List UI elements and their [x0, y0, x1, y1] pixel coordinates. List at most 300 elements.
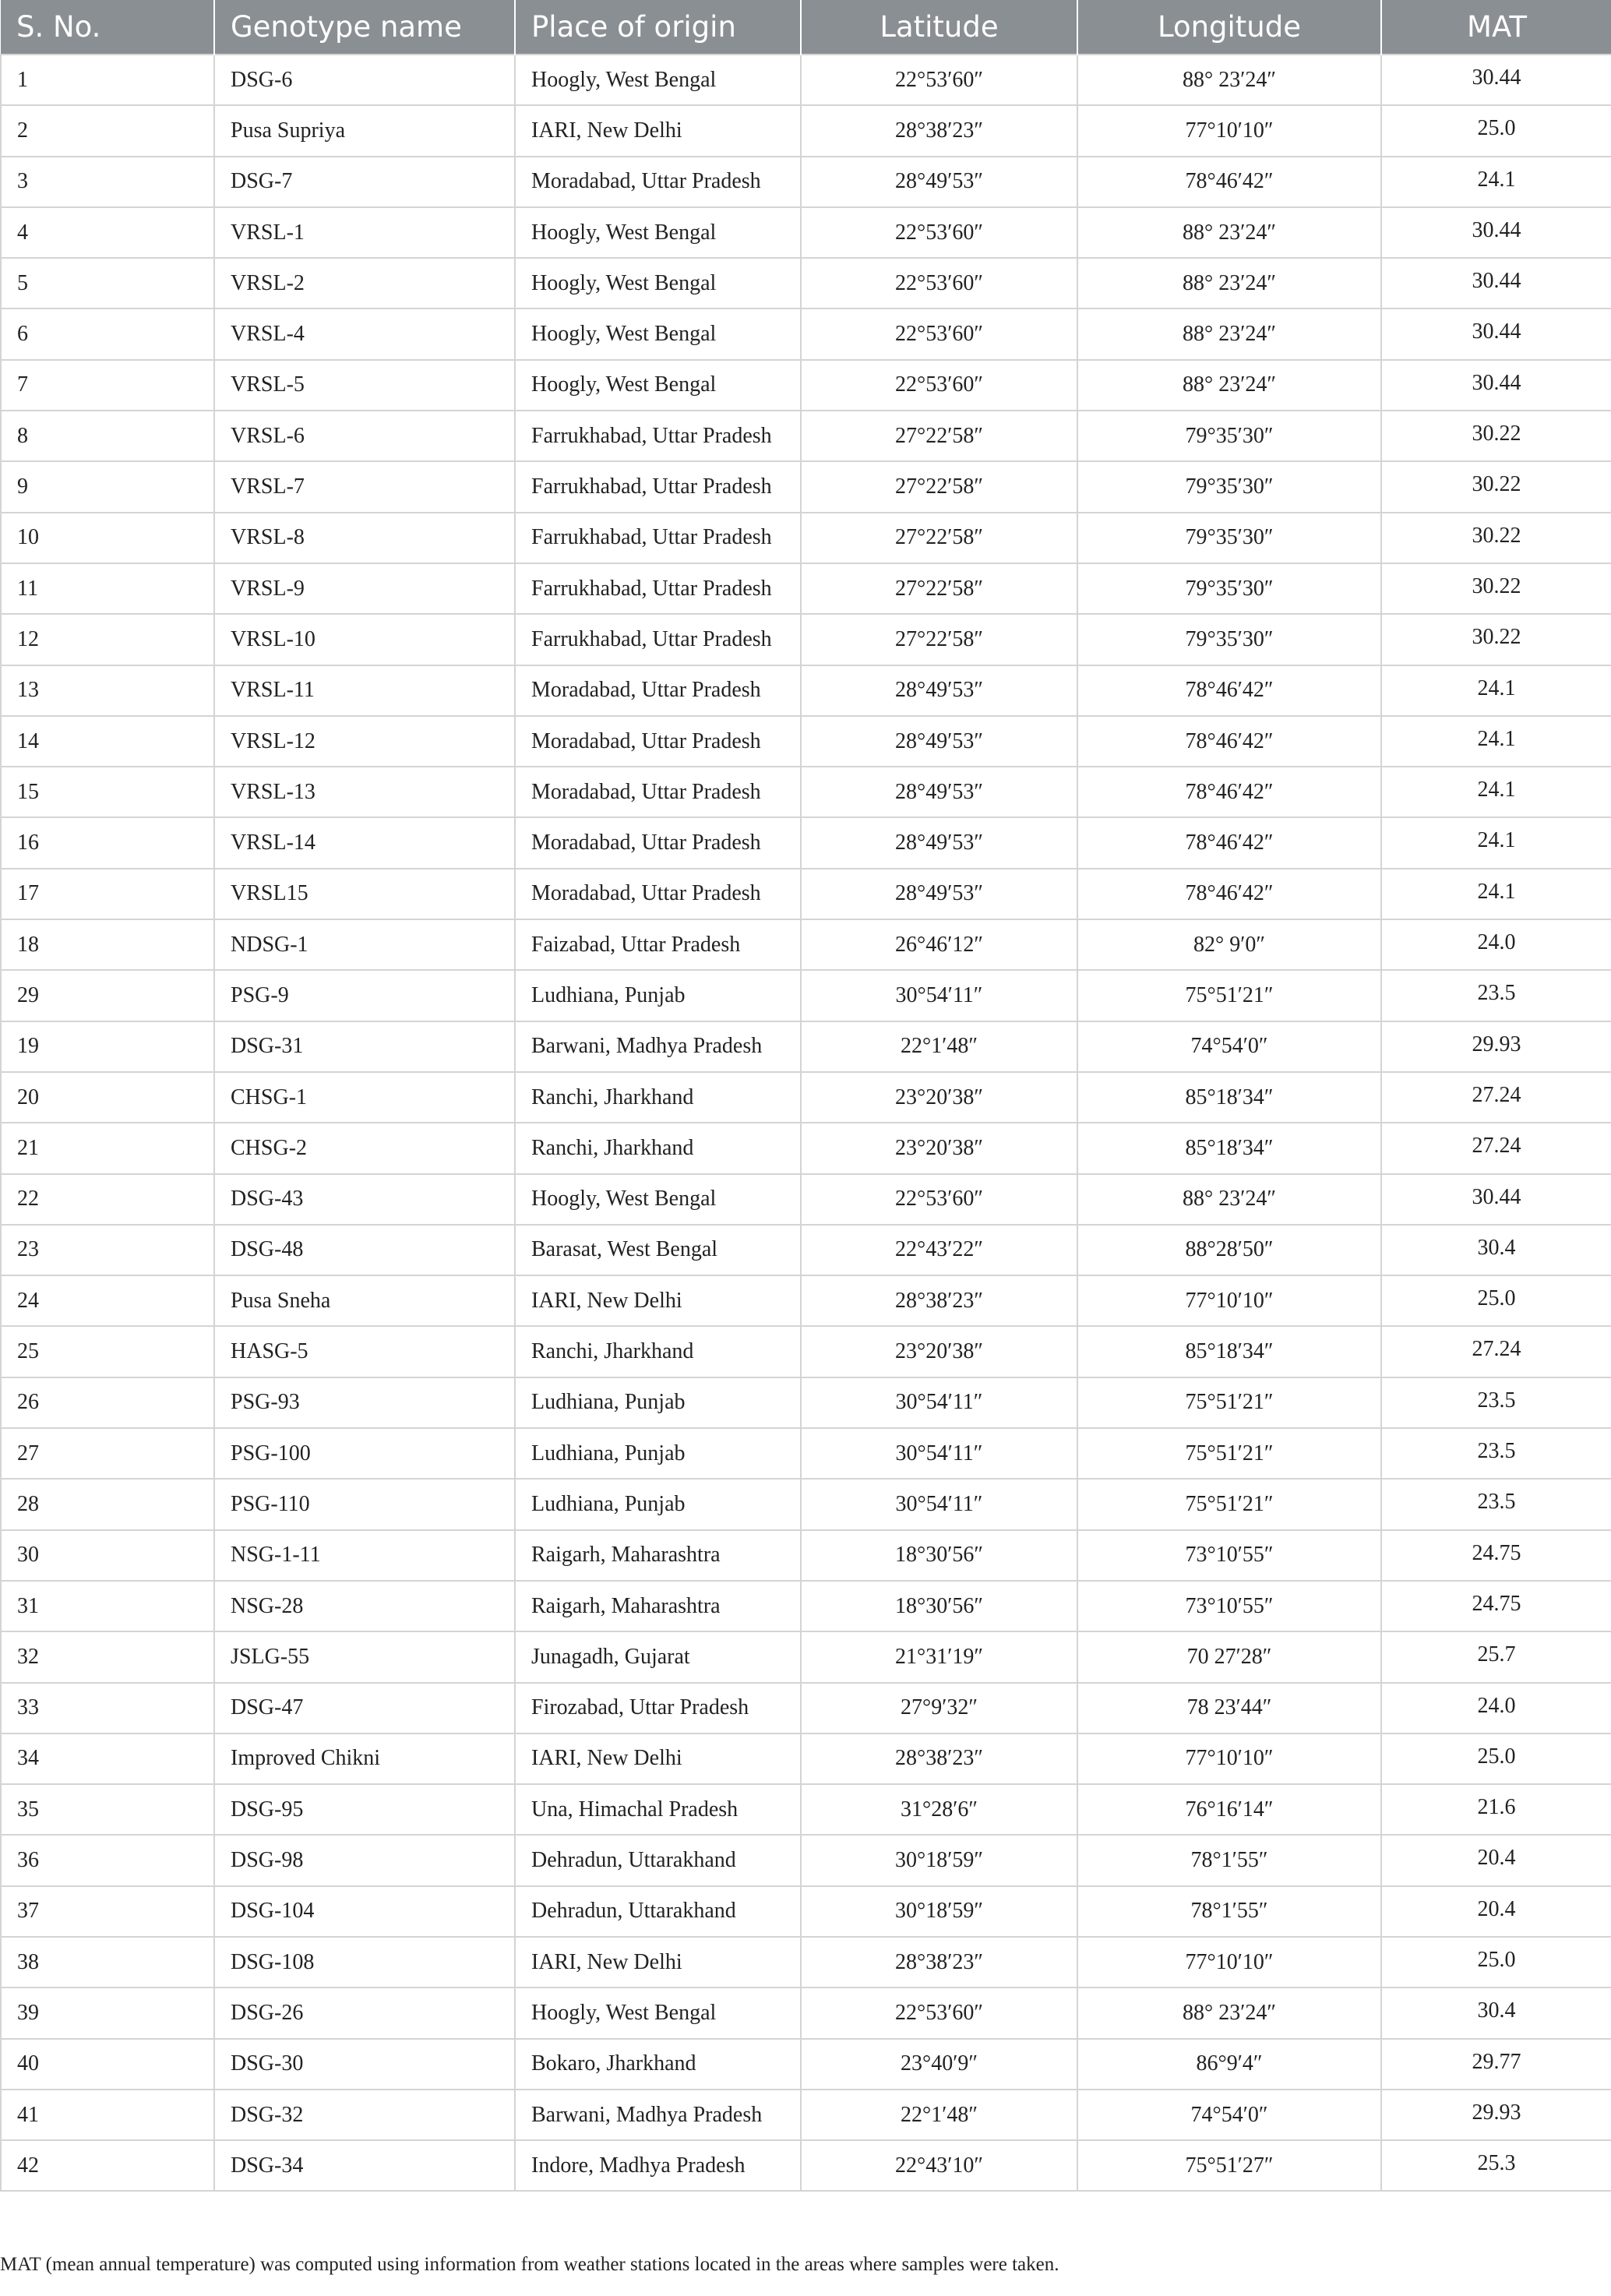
cell-sno: 6: [1, 309, 214, 359]
cell-sno: 39: [1, 1987, 214, 2038]
cell-genotype-name: Pusa Sneha: [214, 1275, 515, 1326]
cell-sno: 15: [1, 767, 214, 817]
cell-latitude: 22°1′48″: [801, 1021, 1077, 1072]
cell-genotype-name: DSG-6: [214, 55, 515, 105]
cell-latitude: 22°53′60″: [801, 207, 1077, 258]
cell-genotype-name: VRSL-4: [214, 309, 515, 359]
cell-sno: 17: [1, 869, 214, 919]
cell-longitude: 88° 23′24″: [1077, 1174, 1381, 1225]
cell-latitude: 28°49′53″: [801, 817, 1077, 868]
cell-sno: 31: [1, 1581, 214, 1631]
cell-place-of-origin: Una, Himachal Pradesh: [515, 1784, 801, 1835]
cell-place-of-origin: Ludhiana, Punjab: [515, 1479, 801, 1529]
cell-place-of-origin: Faizabad, Uttar Pradesh: [515, 919, 801, 970]
table-row: [1, 1530, 1611, 1581]
cell-longitude: 75°51′21″: [1077, 1428, 1381, 1479]
cell-longitude: 78 23′44″: [1077, 1683, 1381, 1733]
cell-longitude: 78°46′42″: [1077, 767, 1381, 817]
cell-mat: 30.44: [1381, 207, 1611, 258]
cell-sno: 13: [1, 665, 214, 716]
cell-genotype-name: PSG-93: [214, 1377, 515, 1428]
cell-latitude: 30°18′59″: [801, 1835, 1077, 1885]
cell-latitude: 30°54′11″: [801, 1428, 1077, 1479]
cell-genotype-name: DSG-34: [214, 2140, 515, 2191]
table-row: [1, 2039, 1611, 2090]
cell-sno: 20: [1, 1072, 214, 1123]
cell-place-of-origin: Hoogly, West Bengal: [515, 207, 801, 258]
cell-latitude: 22°43′22″: [801, 1225, 1077, 1275]
cell-sno: 24: [1, 1275, 214, 1326]
cell-genotype-name: DSG-32: [214, 2090, 515, 2140]
cell-genotype-name: DSG-48: [214, 1225, 515, 1275]
cell-latitude: 28°38′23″: [801, 1733, 1077, 1784]
cell-place-of-origin: Barwani, Madhya Pradesh: [515, 2090, 801, 2140]
header-sno: S. No.: [1, 0, 214, 55]
cell-genotype-name: VRSL-10: [214, 614, 515, 665]
cell-place-of-origin: Farrukhabad, Uttar Pradesh: [515, 411, 801, 461]
cell-mat: 27.24: [1381, 1072, 1611, 1123]
cell-place-of-origin: Barwani, Madhya Pradesh: [515, 1021, 801, 1072]
cell-longitude: 75°51′21″: [1077, 970, 1381, 1021]
cell-sno: 1: [1, 55, 214, 105]
cell-place-of-origin: Ranchi, Jharkhand: [515, 1072, 801, 1123]
cell-mat: 30.22: [1381, 461, 1611, 512]
cell-place-of-origin: Hoogly, West Bengal: [515, 258, 801, 309]
cell-longitude: 88° 23′24″: [1077, 1987, 1381, 2038]
cell-sno: 28: [1, 1479, 214, 1529]
cell-genotype-name: Pusa Supriya: [214, 105, 515, 156]
cell-place-of-origin: Firozabad, Uttar Pradesh: [515, 1683, 801, 1733]
cell-place-of-origin: Hoogly, West Bengal: [515, 1174, 801, 1225]
table-row: [1, 665, 1611, 716]
cell-latitude: 22°53′60″: [801, 1987, 1077, 2038]
cell-latitude: 28°49′53″: [801, 716, 1077, 767]
cell-longitude: 77°10′10″: [1077, 105, 1381, 156]
cell-genotype-name: DSG-95: [214, 1784, 515, 1835]
cell-mat: 24.1: [1381, 716, 1611, 767]
cell-genotype-name: CHSG-1: [214, 1072, 515, 1123]
cell-mat: 24.75: [1381, 1581, 1611, 1631]
table-row: [1, 970, 1611, 1021]
table-header: [1, 0, 1611, 55]
table-row: [1, 309, 1611, 359]
cell-place-of-origin: Raigarh, Maharashtra: [515, 1530, 801, 1581]
cell-genotype-name: DSG-104: [214, 1886, 515, 1937]
cell-latitude: 21°31′19″: [801, 1631, 1077, 1682]
table-row: [1, 105, 1611, 156]
cell-genotype-name: VRSL-14: [214, 817, 515, 868]
cell-longitude: 77°10′10″: [1077, 1275, 1381, 1326]
cell-place-of-origin: Moradabad, Uttar Pradesh: [515, 869, 801, 919]
table-row: [1, 767, 1611, 817]
cell-longitude: 88°28′50″: [1077, 1225, 1381, 1275]
cell-genotype-name: VRSL15: [214, 869, 515, 919]
cell-longitude: 79°35′30″: [1077, 411, 1381, 461]
cell-longitude: 88° 23′24″: [1077, 360, 1381, 411]
cell-mat: 20.4: [1381, 1835, 1611, 1885]
cell-place-of-origin: Moradabad, Uttar Pradesh: [515, 817, 801, 868]
cell-mat: 30.22: [1381, 614, 1611, 665]
cell-longitude: 73°10′55″: [1077, 1581, 1381, 1631]
cell-longitude: 85°18′34″: [1077, 1072, 1381, 1123]
cell-place-of-origin: Indore, Madhya Pradesh: [515, 2140, 801, 2191]
cell-place-of-origin: Farrukhabad, Uttar Pradesh: [515, 513, 801, 563]
cell-mat: 24.75: [1381, 1530, 1611, 1581]
cell-genotype-name: NSG-28: [214, 1581, 515, 1631]
cell-longitude: 78°1′55″: [1077, 1886, 1381, 1937]
table-row: [1, 55, 1611, 105]
cell-genotype-name: VRSL-9: [214, 563, 515, 614]
cell-place-of-origin: Junagadh, Gujarat: [515, 1631, 801, 1682]
table-row: [1, 1631, 1611, 1682]
cell-genotype-name: VRSL-13: [214, 767, 515, 817]
cell-genotype-name: PSG-110: [214, 1479, 515, 1529]
table-footnote: MAT (mean annual temperature) was computed using information from weather stations located in the areas where samples were taken.: [0, 2254, 1059, 2275]
cell-genotype-name: DSG-108: [214, 1937, 515, 1987]
cell-genotype-name: CHSG-2: [214, 1123, 515, 1173]
cell-genotype-name: VRSL-6: [214, 411, 515, 461]
cell-latitude: 23°40′9″: [801, 2039, 1077, 2090]
cell-longitude: 75°51′21″: [1077, 1377, 1381, 1428]
cell-mat: 24.1: [1381, 157, 1611, 207]
cell-longitude: 79°35′30″: [1077, 563, 1381, 614]
table-row: [1, 1377, 1611, 1428]
cell-mat: 27.24: [1381, 1123, 1611, 1173]
cell-sno: 8: [1, 411, 214, 461]
cell-place-of-origin: Farrukhabad, Uttar Pradesh: [515, 563, 801, 614]
table-row: [1, 1886, 1611, 1937]
cell-place-of-origin: IARI, New Delhi: [515, 1733, 801, 1784]
cell-sno: 4: [1, 207, 214, 258]
cell-genotype-name: VRSL-12: [214, 716, 515, 767]
cell-latitude: 18°30′56″: [801, 1581, 1077, 1631]
cell-genotype-name: Improved Chikni: [214, 1733, 515, 1784]
cell-longitude: 82° 9′0″: [1077, 919, 1381, 970]
cell-mat: 30.44: [1381, 1174, 1611, 1225]
cell-mat: 20.4: [1381, 1886, 1611, 1937]
cell-genotype-name: VRSL-8: [214, 513, 515, 563]
cell-place-of-origin: Dehradun, Uttarakhand: [515, 1835, 801, 1885]
table-row: [1, 157, 1611, 207]
cell-genotype-name: HASG-5: [214, 1326, 515, 1377]
cell-latitude: 27°22′58″: [801, 461, 1077, 512]
table-row: [1, 258, 1611, 309]
cell-mat: 25.7: [1381, 1631, 1611, 1682]
cell-longitude: 77°10′10″: [1077, 1733, 1381, 1784]
table-row: [1, 1174, 1611, 1225]
cell-latitude: 28°49′53″: [801, 157, 1077, 207]
cell-latitude: 30°54′11″: [801, 970, 1077, 1021]
cell-longitude: 74°54′0″: [1077, 1021, 1381, 1072]
cell-sno: 34: [1, 1733, 214, 1784]
cell-sno: 30: [1, 1530, 214, 1581]
cell-mat: 30.44: [1381, 309, 1611, 359]
table-row: [1, 513, 1611, 563]
cell-sno: 33: [1, 1683, 214, 1733]
cell-genotype-name: JSLG-55: [214, 1631, 515, 1682]
cell-latitude: 22°53′60″: [801, 360, 1077, 411]
cell-latitude: 23°20′38″: [801, 1123, 1077, 1173]
table-row: [1, 817, 1611, 868]
cell-mat: 25.0: [1381, 105, 1611, 156]
cell-mat: 23.5: [1381, 1428, 1611, 1479]
cell-latitude: 30°54′11″: [801, 1377, 1077, 1428]
table-row: [1, 1021, 1611, 1072]
cell-latitude: 22°53′60″: [801, 309, 1077, 359]
table-body: [1, 55, 1611, 2191]
table-row: [1, 1987, 1611, 2038]
cell-longitude: 78°1′55″: [1077, 1835, 1381, 1885]
cell-longitude: 74°54′0″: [1077, 2090, 1381, 2140]
cell-sno: 7: [1, 360, 214, 411]
table-row: [1, 1683, 1611, 1733]
cell-latitude: 22°43′10″: [801, 2140, 1077, 2191]
cell-sno: 12: [1, 614, 214, 665]
cell-longitude: 78°46′42″: [1077, 665, 1381, 716]
cell-genotype-name: DSG-47: [214, 1683, 515, 1733]
cell-sno: 18: [1, 919, 214, 970]
cell-mat: 24.1: [1381, 665, 1611, 716]
cell-latitude: 28°38′23″: [801, 1937, 1077, 1987]
cell-place-of-origin: Ranchi, Jharkhand: [515, 1123, 801, 1173]
table-row: [1, 1784, 1611, 1835]
cell-latitude: 22°1′48″: [801, 2090, 1077, 2140]
cell-longitude: 79°35′30″: [1077, 461, 1381, 512]
header-row: [1, 0, 1611, 55]
cell-place-of-origin: Hoogly, West Bengal: [515, 55, 801, 105]
cell-latitude: 18°30′56″: [801, 1530, 1077, 1581]
cell-place-of-origin: Ludhiana, Punjab: [515, 970, 801, 1021]
cell-latitude: 27°22′58″: [801, 513, 1077, 563]
cell-mat: 24.0: [1381, 919, 1611, 970]
cell-mat: 24.0: [1381, 1683, 1611, 1733]
table-row: [1, 1072, 1611, 1123]
cell-latitude: 23°20′38″: [801, 1326, 1077, 1377]
cell-place-of-origin: IARI, New Delhi: [515, 1275, 801, 1326]
cell-longitude: 78°46′42″: [1077, 716, 1381, 767]
cell-longitude: 75°51′27″: [1077, 2140, 1381, 2191]
cell-sno: 35: [1, 1784, 214, 1835]
cell-mat: 27.24: [1381, 1326, 1611, 1377]
cell-latitude: 28°49′53″: [801, 869, 1077, 919]
table-row: [1, 919, 1611, 970]
cell-latitude: 23°20′38″: [801, 1072, 1077, 1123]
header-mat: MAT: [1381, 0, 1611, 55]
table-row: [1, 563, 1611, 614]
cell-place-of-origin: Moradabad, Uttar Pradesh: [515, 767, 801, 817]
cell-latitude: 27°9′32″: [801, 1683, 1077, 1733]
cell-sno: 19: [1, 1021, 214, 1072]
cell-latitude: 27°22′58″: [801, 563, 1077, 614]
cell-genotype-name: DSG-7: [214, 157, 515, 207]
table-row: [1, 1733, 1611, 1784]
cell-sno: 21: [1, 1123, 214, 1173]
table-row: [1, 2090, 1611, 2140]
cell-longitude: 88° 23′24″: [1077, 258, 1381, 309]
cell-latitude: 22°53′60″: [801, 1174, 1077, 1225]
cell-mat: 30.4: [1381, 1987, 1611, 2038]
cell-place-of-origin: Raigarh, Maharashtra: [515, 1581, 801, 1631]
table-row: [1, 1428, 1611, 1479]
cell-place-of-origin: Barasat, West Bengal: [515, 1225, 801, 1275]
cell-mat: 25.0: [1381, 1733, 1611, 1784]
cell-latitude: 30°18′59″: [801, 1886, 1077, 1937]
header-place-of-origin: Place of origin: [515, 0, 801, 55]
cell-mat: 30.22: [1381, 513, 1611, 563]
cell-longitude: 70 27′28″: [1077, 1631, 1381, 1682]
cell-longitude: 73°10′55″: [1077, 1530, 1381, 1581]
header-genotype-name: Genotype name: [214, 0, 515, 55]
cell-genotype-name: NSG-1-11: [214, 1530, 515, 1581]
cell-latitude: 27°22′58″: [801, 411, 1077, 461]
cell-place-of-origin: IARI, New Delhi: [515, 1937, 801, 1987]
cell-place-of-origin: Ranchi, Jharkhand: [515, 1326, 801, 1377]
table-row: [1, 411, 1611, 461]
cell-longitude: 78°46′42″: [1077, 817, 1381, 868]
cell-sno: 27: [1, 1428, 214, 1479]
cell-genotype-name: VRSL-5: [214, 360, 515, 411]
cell-place-of-origin: Moradabad, Uttar Pradesh: [515, 157, 801, 207]
cell-genotype-name: DSG-26: [214, 1987, 515, 2038]
cell-genotype-name: DSG-30: [214, 2039, 515, 2090]
table-row: [1, 716, 1611, 767]
cell-place-of-origin: Moradabad, Uttar Pradesh: [515, 716, 801, 767]
cell-genotype-name: VRSL-2: [214, 258, 515, 309]
cell-sno: 40: [1, 2039, 214, 2090]
table-row: [1, 1937, 1611, 1987]
cell-longitude: 77°10′10″: [1077, 1937, 1381, 1987]
cell-place-of-origin: Moradabad, Uttar Pradesh: [515, 665, 801, 716]
cell-mat: 21.6: [1381, 1784, 1611, 1835]
cell-place-of-origin: Farrukhabad, Uttar Pradesh: [515, 614, 801, 665]
cell-latitude: 28°38′23″: [801, 105, 1077, 156]
cell-sno: 3: [1, 157, 214, 207]
cell-sno: 2: [1, 105, 214, 156]
cell-genotype-name: VRSL-7: [214, 461, 515, 512]
cell-latitude: 22°53′60″: [801, 258, 1077, 309]
cell-genotype-name: DSG-31: [214, 1021, 515, 1072]
cell-sno: 22: [1, 1174, 214, 1225]
cell-place-of-origin: IARI, New Delhi: [515, 105, 801, 156]
table-row: [1, 2140, 1611, 2191]
cell-genotype-name: VRSL-11: [214, 665, 515, 716]
cell-latitude: 22°53′60″: [801, 55, 1077, 105]
table-row: [1, 1275, 1611, 1326]
cell-sno: 5: [1, 258, 214, 309]
cell-sno: 29: [1, 970, 214, 1021]
cell-latitude: 28°38′23″: [801, 1275, 1077, 1326]
cell-mat: 30.44: [1381, 360, 1611, 411]
cell-genotype-name: PSG-100: [214, 1428, 515, 1479]
table-row: [1, 869, 1611, 919]
cell-mat: 24.1: [1381, 767, 1611, 817]
cell-place-of-origin: Hoogly, West Bengal: [515, 1987, 801, 2038]
cell-sno: 11: [1, 563, 214, 614]
table-row: [1, 1581, 1611, 1631]
cell-place-of-origin: Farrukhabad, Uttar Pradesh: [515, 461, 801, 512]
cell-longitude: 88° 23′24″: [1077, 207, 1381, 258]
cell-sno: 16: [1, 817, 214, 868]
cell-sno: 23: [1, 1225, 214, 1275]
table-row: [1, 1835, 1611, 1885]
cell-sno: 36: [1, 1835, 214, 1885]
cell-sno: 25: [1, 1326, 214, 1377]
cell-sno: 41: [1, 2090, 214, 2140]
table-row: [1, 360, 1611, 411]
cell-sno: 38: [1, 1937, 214, 1987]
cell-genotype-name: PSG-9: [214, 970, 515, 1021]
cell-longitude: 78°46′42″: [1077, 157, 1381, 207]
cell-place-of-origin: Ludhiana, Punjab: [515, 1377, 801, 1428]
cell-sno: 42: [1, 2140, 214, 2191]
cell-sno: 32: [1, 1631, 214, 1682]
cell-latitude: 27°22′58″: [801, 614, 1077, 665]
cell-longitude: 78°46′42″: [1077, 869, 1381, 919]
cell-genotype-name: NDSG-1: [214, 919, 515, 970]
table-row: [1, 1123, 1611, 1173]
table-row: [1, 207, 1611, 258]
cell-place-of-origin: Hoogly, West Bengal: [515, 360, 801, 411]
cell-genotype-name: DSG-43: [214, 1174, 515, 1225]
cell-longitude: 76°16′14″: [1077, 1784, 1381, 1835]
cell-sno: 14: [1, 716, 214, 767]
cell-longitude: 88° 23′24″: [1077, 55, 1381, 105]
cell-genotype-name: VRSL-1: [214, 207, 515, 258]
cell-latitude: 26°46′12″: [801, 919, 1077, 970]
cell-mat: 25.0: [1381, 1937, 1611, 1987]
cell-sno: 10: [1, 513, 214, 563]
cell-mat: 30.22: [1381, 411, 1611, 461]
cell-mat: 29.77: [1381, 2039, 1611, 2090]
cell-latitude: 28°49′53″: [801, 767, 1077, 817]
cell-mat: 23.5: [1381, 1479, 1611, 1529]
cell-longitude: 79°35′30″: [1077, 513, 1381, 563]
cell-longitude: 85°18′34″: [1077, 1123, 1381, 1173]
cell-place-of-origin: Hoogly, West Bengal: [515, 309, 801, 359]
cell-mat: 23.5: [1381, 970, 1611, 1021]
cell-longitude: 85°18′34″: [1077, 1326, 1381, 1377]
cell-genotype-name: DSG-98: [214, 1835, 515, 1885]
cell-mat: 25.0: [1381, 1275, 1611, 1326]
table-row: [1, 1326, 1611, 1377]
cell-latitude: 30°54′11″: [801, 1479, 1077, 1529]
cell-latitude: 28°49′53″: [801, 665, 1077, 716]
table-row: [1, 1225, 1611, 1275]
header-longitude: Longitude: [1077, 0, 1381, 55]
cell-mat: 24.1: [1381, 869, 1611, 919]
table-row: [1, 1479, 1611, 1529]
cell-sno: 9: [1, 461, 214, 512]
cell-sno: 26: [1, 1377, 214, 1428]
cell-mat: 29.93: [1381, 2090, 1611, 2140]
cell-mat: 30.22: [1381, 563, 1611, 614]
cell-mat: 30.44: [1381, 55, 1611, 105]
cell-mat: 23.5: [1381, 1377, 1611, 1428]
table-row: [1, 461, 1611, 512]
cell-sno: 37: [1, 1886, 214, 1937]
cell-mat: 29.93: [1381, 1021, 1611, 1072]
cell-place-of-origin: Ludhiana, Punjab: [515, 1428, 801, 1479]
cell-mat: 24.1: [1381, 817, 1611, 868]
cell-place-of-origin: Dehradun, Uttarakhand: [515, 1886, 801, 1937]
cell-mat: 30.44: [1381, 258, 1611, 309]
cell-mat: 30.4: [1381, 1225, 1611, 1275]
cell-longitude: 88° 23′24″: [1077, 309, 1381, 359]
table-row: [1, 614, 1611, 665]
cell-longitude: 75°51′21″: [1077, 1479, 1381, 1529]
cell-mat: 25.3: [1381, 2140, 1611, 2191]
cell-longitude: 86°9′4″: [1077, 2039, 1381, 2090]
